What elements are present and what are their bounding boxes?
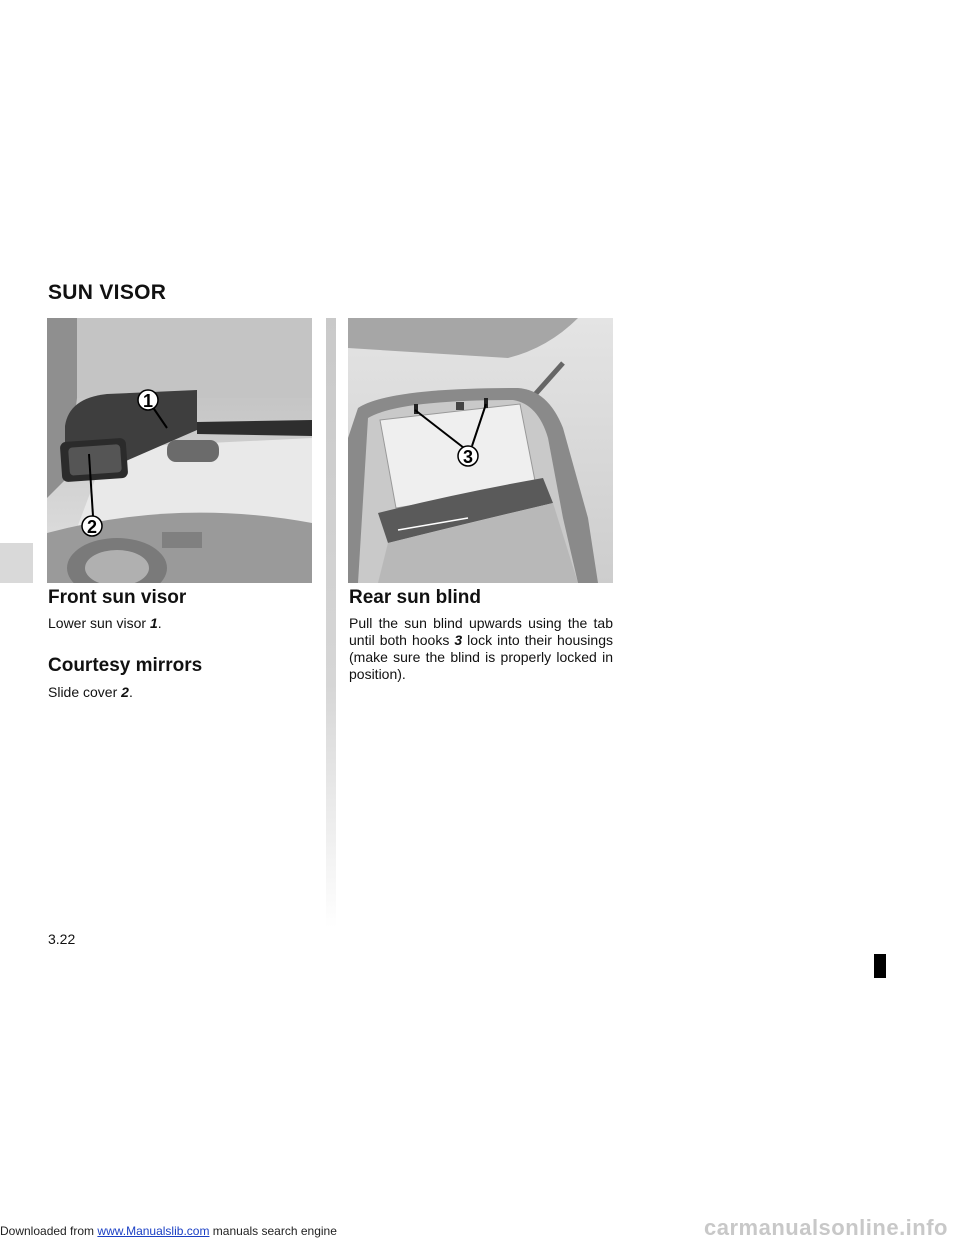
rear-sun-blind-illustration bbox=[348, 318, 613, 583]
courtesy-mirrors-text bbox=[48, 684, 133, 701]
callout-2: 2 bbox=[86, 517, 98, 537]
front-sun-visor-photo bbox=[47, 318, 312, 583]
courtesy-mirrors-text-end: . bbox=[128, 684, 133, 700]
download-suffix: manuals search engine bbox=[212, 1224, 337, 1238]
section-marker bbox=[874, 954, 886, 978]
chapter-tab bbox=[0, 543, 33, 583]
front-sun-visor-heading: Front sun visor bbox=[48, 587, 187, 608]
page-number: 3.22 bbox=[48, 931, 76, 947]
download-notice bbox=[0, 1224, 337, 1238]
courtesy-mirrors-text-main: Slide cover bbox=[48, 684, 122, 700]
ref-3: 3 bbox=[454, 632, 463, 648]
ref-1: 1 bbox=[149, 615, 158, 631]
front-sun-visor-text-main: Lower sun visor bbox=[48, 615, 150, 631]
rear-sun-blind-heading: Rear sun blind bbox=[349, 587, 481, 608]
callout-1: 1 bbox=[142, 391, 154, 411]
page-title: SUN VISOR bbox=[48, 281, 167, 304]
rear-sun-blind-text-main: Pull the sun blind upwards using the tab until both hooks bbox=[349, 615, 613, 648]
front-sun-visor-text-end: . bbox=[157, 615, 162, 631]
courtesy-mirrors-heading: Courtesy mirrors bbox=[48, 655, 203, 676]
download-prefix: Downloaded from bbox=[0, 1224, 95, 1238]
front-sun-visor-text bbox=[48, 615, 162, 632]
callout-3: 3 bbox=[462, 447, 474, 467]
manualslib-link[interactable]: www.Manualslib.com bbox=[97, 1224, 210, 1238]
column-divider bbox=[326, 318, 336, 928]
ref-2: 2 bbox=[121, 684, 129, 700]
rear-sun-blind-photo bbox=[348, 318, 613, 583]
rear-sun-blind-text bbox=[349, 615, 613, 683]
front-sun-visor-illustration bbox=[47, 318, 312, 583]
watermark: carmanualsonline.info bbox=[704, 1215, 948, 1240]
rear-sun-blind-text-end: lock into their housings (make sure the blind is properly locked in position). bbox=[349, 632, 613, 682]
